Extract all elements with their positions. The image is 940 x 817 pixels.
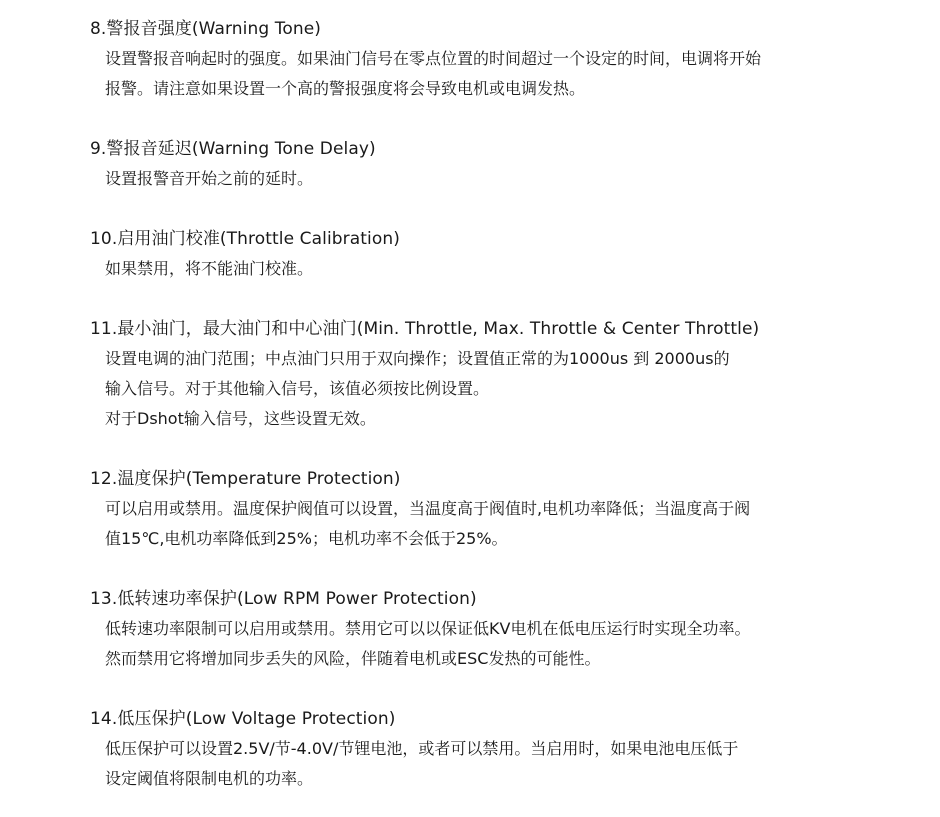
section-warning-tone-delay: [90, 134, 890, 194]
section-line: 对于Dshot输入信号，这些设置无效。: [105, 409, 376, 428]
section-title: 10.启用油门校准(Throttle Calibration): [90, 229, 400, 249]
section-temperature-protection: [90, 464, 890, 554]
section-title: 9.警报音延迟(Warning Tone Delay): [90, 139, 376, 159]
section-title: 13.低转速功率保护(Low RPM Power Protection): [90, 589, 477, 609]
section-line: 设置报警音开始之前的延时。: [105, 169, 314, 188]
section-line: 可以启用或禁用。温度保护阀值可以设置，当温度高于阀值时,电机功率降低；当温度高于阀: [105, 499, 751, 518]
section-line: 然而禁用它将增加同步丢失的风险，伴随着电机或ESC发热的可能性。: [105, 649, 601, 668]
section-line: 输入信号。对于其他输入信号，该值必须按比例设置。: [105, 379, 490, 398]
section-throttle-calibration: [90, 224, 890, 284]
section-warning-tone: [90, 14, 890, 104]
section-title: 11.最小油门，最大油门和中心油门(Min. Throttle, Max. Throttle & Center Throttle): [90, 319, 760, 339]
section-low-voltage-protection: [90, 704, 890, 794]
section-line: 设定阈值将限制电机的功率。: [105, 769, 314, 788]
section-line: 值15℃,电机功率降低到25%；电机功率不会低于25%。: [105, 529, 508, 548]
section-title: 14.低压保护(Low Voltage Protection): [90, 709, 396, 729]
section-line: 设置警报音响起时的强度。如果油门信号在零点位置的时间超过一个设定的时间，电调将开始: [105, 49, 762, 68]
section-title: 12.温度保护(Temperature Protection): [90, 469, 401, 489]
section-throttle-range: [90, 314, 890, 434]
section-line: 低压保护可以设置2.5V/节-4.0V/节锂电池，或者可以禁用。当启用时，如果电池电压低于: [105, 739, 739, 758]
section-line: 低转速功率限制可以启用或禁用。禁用它可以以保证低KV电机在低电压运行时实现全功率。: [105, 619, 751, 638]
section-line: 报警。请注意如果设置一个高的警报强度将会导致电机或电调发热。: [105, 79, 586, 98]
section-line: 如果禁用，将不能油门校准。: [105, 259, 314, 278]
section-title: 8.警报音强度(Warning Tone): [90, 19, 322, 39]
section-low-rpm-power-protection: [90, 584, 890, 674]
section-line: 设置电调的油门范围；中点油门只用于双向操作；设置值正常的为1000us 到 2000us的: [105, 349, 730, 368]
